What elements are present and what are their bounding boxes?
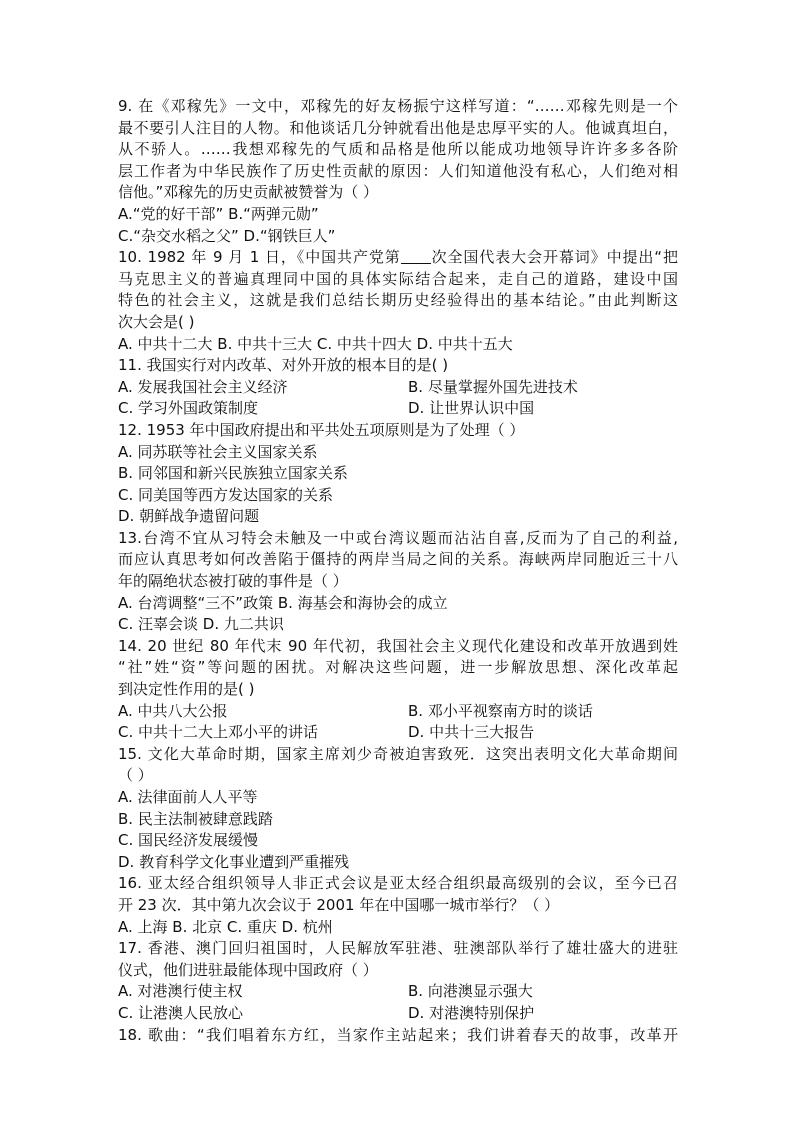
question-11-options-ab bbox=[118, 377, 678, 399]
option-a: A. 同苏联等社会主义国家关系 bbox=[118, 442, 318, 461]
question-17-line: 仪式，他们进驻最能体现中国政府（ ） bbox=[118, 960, 378, 979]
question-10-line bbox=[118, 247, 678, 269]
question-13 bbox=[118, 528, 678, 593]
question-9-line: 层工作者为中华民族作了历史性贡献的原因：人们知道他没有私心，人们绝对相 bbox=[118, 161, 678, 180]
question-15-line: （ ） bbox=[118, 766, 153, 785]
question-16-line: 开 23 次．其中第九次会议于 2001 年在中国哪一城市举行？（ ） bbox=[118, 895, 560, 914]
question-17-options-cd bbox=[118, 1003, 678, 1025]
question-17 bbox=[118, 938, 678, 981]
option-d: D. 朝鲜战争遗留问题 bbox=[118, 507, 260, 526]
question-13-options-cd: C. 汪辜会谈 D. 九二共识 bbox=[118, 615, 284, 634]
question-9-line: 9. 在《邓稼先》一文中，邓稼先的好友杨振宁这样写道：“……邓稼先则是一个 bbox=[118, 97, 678, 115]
question-18 bbox=[118, 1025, 678, 1047]
option-d: D. 教育科学文化事业遭到严重摧残 bbox=[118, 852, 350, 871]
option-c: C. 同美国等西方发达国家的关系 bbox=[118, 485, 334, 504]
question-9 bbox=[118, 96, 678, 204]
question-10 bbox=[118, 247, 678, 333]
question-14 bbox=[118, 636, 678, 701]
question-15 bbox=[118, 744, 678, 787]
question-14-options-cd bbox=[118, 722, 678, 744]
question-9-line: 从不骄人。……我想邓稼先的气质和品格是他所以能成功地领导许许多多各阶 bbox=[118, 140, 678, 159]
question-9-line: 信他。”邓稼先的历史贡献被赞誉为（ ） bbox=[118, 183, 379, 202]
question-13-options-ab: A. 台湾调整“三不”政策 B. 海基会和海协会的成立 bbox=[118, 593, 448, 612]
question-14-line: “社”姓“资”等问题的困扰。对解决这些问题，进一步解放思想、深化改革起 bbox=[118, 658, 678, 677]
question-10-options: A. 中共十二大 B. 中共十三大 C. 中共十四大 D. 中共十五大 bbox=[118, 334, 513, 353]
option-d: D. 对港澳特别保护 bbox=[408, 1003, 535, 1022]
question-10-suffix: 次全国代表大会开幕词》中提出“把 bbox=[430, 248, 678, 267]
question-9-options-cd: C.“杂交水稻之父” D.“钢铁巨人” bbox=[118, 226, 336, 245]
option-b: B. 尽量掌握外国先进技术 bbox=[408, 377, 578, 396]
option-c: C. 让港澳人民放心 bbox=[118, 1003, 244, 1022]
option-a: A. 对港澳行使主权 bbox=[118, 982, 243, 1001]
option-b: B. 同邻国和新兴民族独立国家关系 bbox=[118, 464, 348, 483]
question-16-line: 16. 亚太经合组织领导人非正式会议是亚太经合组织最高级别的会议，至今已召 bbox=[118, 874, 678, 893]
option-d: D. 让世界认识中国 bbox=[408, 399, 535, 418]
question-11-options-cd bbox=[118, 398, 678, 420]
option-b: B. 邓小平视察南方时的谈话 bbox=[408, 701, 593, 720]
question-14-line: 到决定性作用的是( ) bbox=[118, 680, 255, 699]
question-11-stem: 11. 我国实行对内改革、对外开放的根本目的是( ) bbox=[118, 356, 449, 375]
question-12-stem: 12. 1953 年中国政府提出和平共处五项原则是为了处理（ ） bbox=[118, 420, 525, 439]
option-a: A. 发展我国社会主义经济 bbox=[118, 377, 288, 396]
option-d: D. 中共十三大报告 bbox=[408, 723, 535, 742]
option-a: A. 法律面前人人平等 bbox=[118, 788, 258, 806]
question-list bbox=[118, 96, 678, 1046]
option-c: C. 中共十二大上邓小平的讲话 bbox=[118, 723, 319, 742]
option-c: C. 国民经济发展缓慢 bbox=[118, 831, 259, 850]
question-13-line: 13.台湾不宜从习特会未触及一中或台湾议题而沾沾自喜,反而为了自己的利益, bbox=[118, 528, 678, 547]
question-15-line: 15. 文化大革命时期，国家主席刘少奇被迫害致死．这突出表明文化大革命期间 bbox=[118, 744, 678, 763]
question-16-options: A. 上海 B. 北京 C. 重庆 D. 杭州 bbox=[118, 917, 333, 936]
option-b: B. 向港澳显示强大 bbox=[408, 982, 533, 1001]
option-b: B. 民主法制被肆意践踏 bbox=[118, 809, 273, 828]
question-14-options-ab bbox=[118, 701, 678, 723]
question-13-line: 而应认真思考如何改善陷于僵持的两岸当局之间的关系。海峡两岸同胞近三十八 bbox=[118, 550, 678, 569]
question-9-options-ab: A.“党的好干部” B.“两弹元勋” bbox=[118, 204, 319, 223]
question-13-line: 年的隔绝状态被打破的事件是（ ） bbox=[118, 572, 348, 591]
option-c: C. 学习外国政策制度 bbox=[118, 399, 259, 418]
question-18-line: 18. 歌曲：“我们唱着东方红，当家作主站起来；我们讲着春天的故事，改革开 bbox=[118, 1025, 678, 1044]
question-14-line: 14. 20 世纪 80 年代末 90 年代初，我国社会主义现代化建设和改革开放遇到姓 bbox=[118, 636, 678, 655]
fill-in-blank bbox=[401, 248, 431, 264]
option-a: A. 中共八大公报 bbox=[118, 701, 228, 720]
question-9-line: 最不要引人注目的人物。和他谈话几分钟就看出他是忠厚平实的人。他诚真坦白， bbox=[118, 118, 678, 137]
question-16 bbox=[118, 873, 678, 916]
question-17-line: 17. 香港、澳门回归祖国时，人民解放军驻港、驻澳部队举行了雄壮盛大的进驻 bbox=[118, 939, 678, 958]
question-10-line: 马克思主义的普遍真理同中国的具体实际结合起来，走自己的道路，建设中国 bbox=[118, 269, 678, 288]
question-10-prefix: 10. 1982 年 9 月 1 日，《中国共产党第 bbox=[118, 248, 401, 267]
question-10-line: 次大会是( ) bbox=[118, 312, 195, 331]
question-10-line: 特色的社会主义，这就是我们总结长期历史经验得出的基本结论。”由此判断这 bbox=[118, 291, 678, 310]
question-17-options-ab bbox=[118, 981, 678, 1003]
